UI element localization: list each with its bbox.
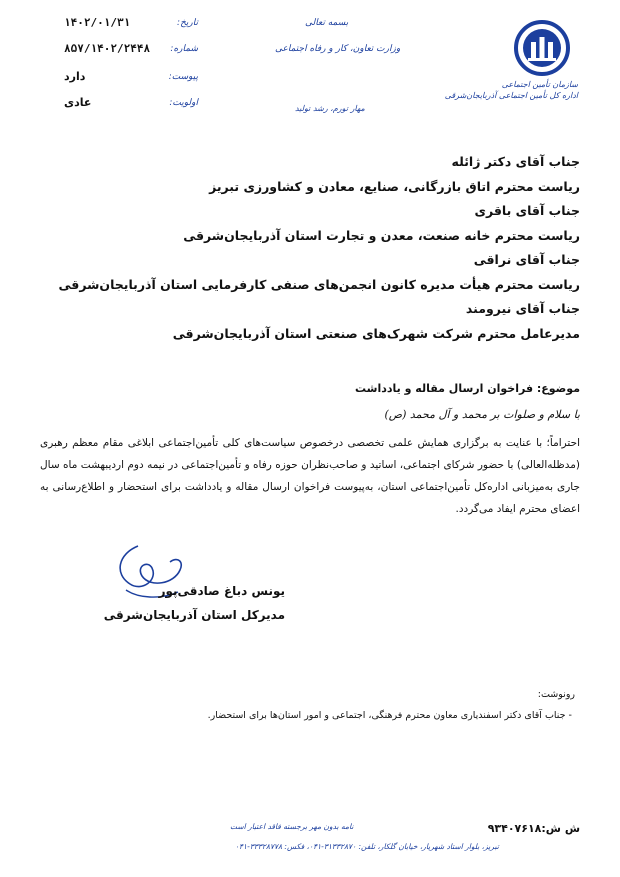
number-value: ۸۵۷/۱۴۰۲/۲۴۴۸	[64, 42, 151, 55]
recipient-line: مدیرعامل محترم شرکت شهرک‌های صنعتی استان آذربایجان‌شرقی	[172, 325, 580, 341]
attachment-label: پیوست:	[168, 72, 198, 82]
footer-validity-note: نامه بدون مهر برجسته فاقد اعتبار است	[230, 822, 354, 831]
recipient-line: جناب آقای نیرومند	[465, 301, 580, 316]
recipient-line: ریاست محترم خانه صنعت، معدن و تجارت استان آذربایجان‌شرقی	[183, 227, 580, 243]
footer-address: تبریز، بلوار استاد شهریار، خیابان گلکار، تلفن: ۳۱۳۳۲۸۷۰-۰۴۱، فکس: ۳۳۳۲۸۷۷۸-۰۴۱	[235, 842, 499, 851]
org-name: سازمان تأمین اجتماعی	[501, 80, 578, 89]
year-motto: مهار تورم، رشد تولید	[295, 104, 365, 113]
recipient-line: جناب آقای نراقی	[473, 252, 580, 267]
recipient-line: ریاست محترم اتاق بازرگانی، صنایع، معادن و کشاورزی تبریز	[209, 178, 580, 194]
priority-value: عادی	[64, 96, 92, 109]
number-label: شماره:	[170, 44, 198, 54]
org-logo-block	[444, 20, 578, 100]
document-tracking-number: ش ش:۹۳۴۰۷۶۱۸	[487, 822, 580, 835]
letter-body: احتراماً؛ با عنایت به برگزاری همایش علمی تخصصی درخصوص سیاست‌های کلی تأمین‌اجتماعی ابلاغی مقام معظم رهبری (مدظله‌العالی) با حضور شرکای اجتماعی، اساتید و صاحب‌نظران حوزه رفاه و تأمین‌اجتماعی در نیمه دوم اردیبهشت ماه سال جاری به‌میزبانی اداره‌کل تأمین‌اجتماعی استان، به‌پیوست فراخوان ارسال مقاله و یادداشت برای استحضار و اطلاع‌رسانی به اعضای محترم ایفاد می‌گردد.	[40, 437, 580, 515]
recipients-block	[40, 150, 580, 346]
date-label: تاریخ:	[177, 18, 198, 28]
handwritten-signature-icon	[108, 540, 198, 610]
recipient-line: جناب آقای باقری	[474, 203, 580, 218]
ministry-name: وزارت تعاون، کار و رفاه اجتماعی	[275, 44, 401, 54]
priority-label: اولویت:	[169, 98, 198, 108]
recipient-line: جناب آقای دکتر ژائله	[451, 154, 580, 169]
cc-item: - جناب آقای دکتر اسفندیاری معاون محترم فرهنگی، اجتماعی و امور استان‌ها برای استحضار.	[207, 710, 572, 721]
org-subdivision: اداره کل تأمین اجتماعی آذربایجان‌شرقی	[444, 91, 578, 100]
basmala: بسمه تعالی	[305, 18, 349, 28]
letter-greeting: با سلام و صلوات بر محمد و آل محمد (ص)	[384, 408, 580, 421]
signatory-name: یونس دباغ صادقی‌پور	[158, 584, 285, 598]
cc-label: رونوشت:	[537, 689, 575, 700]
attachment-value: دارد	[64, 70, 86, 83]
recipient-line: ریاست محترم هیأت مدیره کانون انجمن‌های صنفی کارفرمایی استان آذربایجان‌شرقی	[58, 276, 580, 292]
social-security-logo-icon	[514, 20, 570, 76]
date-value: ۱۴۰۲/۰۱/۳۱	[64, 16, 131, 29]
signatory-title: مدیرکل استان آذربایجان‌شرقی	[103, 608, 285, 622]
letter-subject: موضوع: فراخوان ارسال مقاله و یادداشت	[355, 382, 580, 395]
